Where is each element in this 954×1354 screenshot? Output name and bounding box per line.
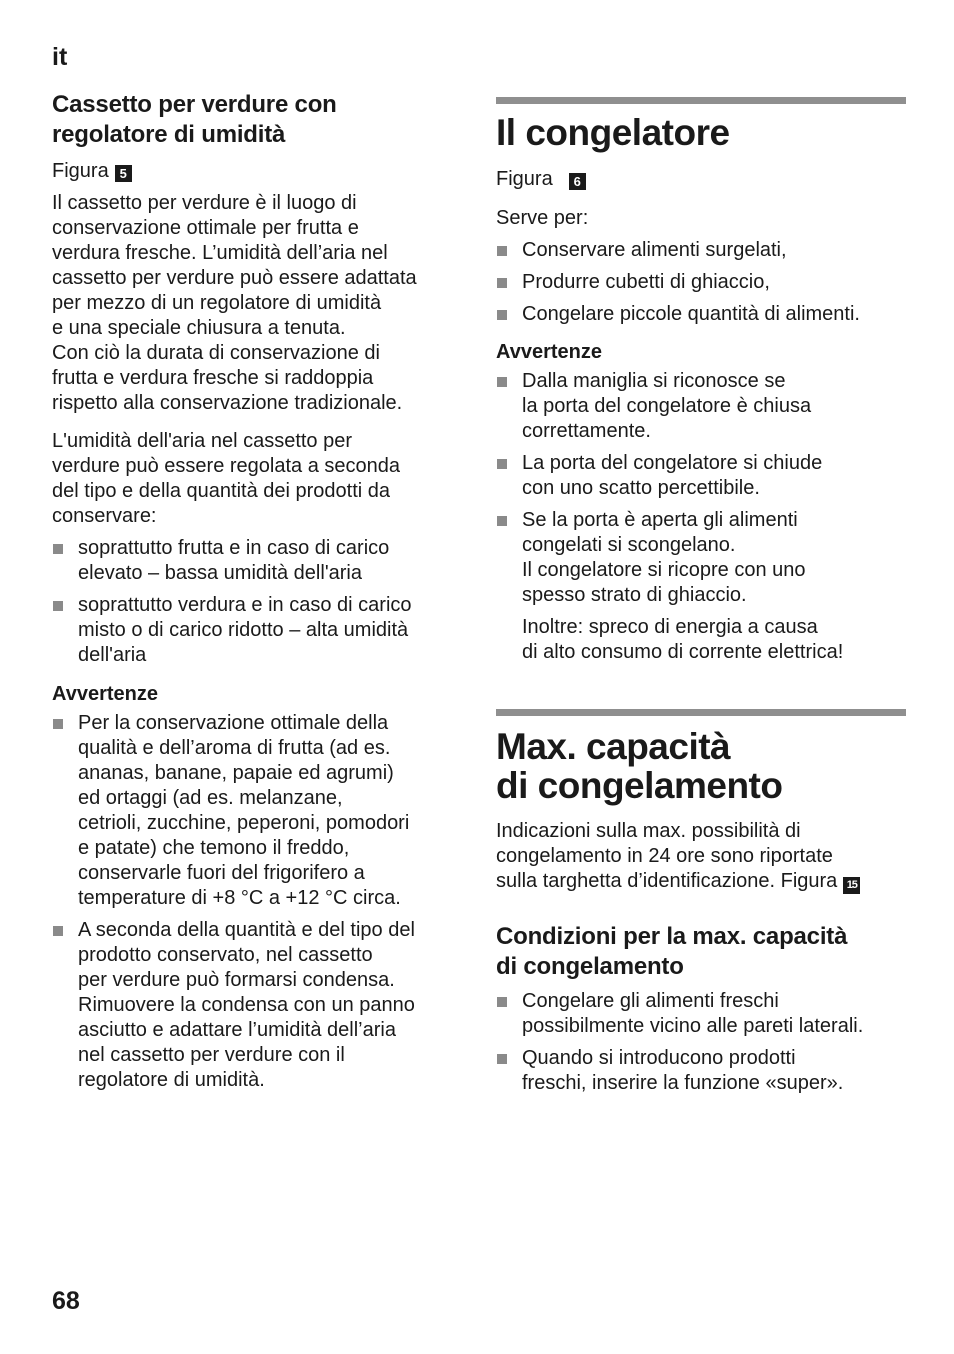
list-item: [496, 369, 906, 444]
page-number: 68: [52, 1287, 80, 1315]
notes-title: Avvertenze: [52, 683, 158, 705]
list-item: [52, 918, 462, 1093]
list-item-text: Per la conservazione ottimale della qualità e dell’aroma di frutta (ad es. ananas, banane, papaie ed agrumi) ed ortaggi (ad es. melanzane, cetrioli, zucchine, peperoni, pomodori e patate) che temono il freddo, conservarle fuori del frigorifero a temperature di +8 °C a +12 °C circa.: [78, 712, 410, 909]
square-bullet-icon: [497, 310, 507, 320]
section-divider: [496, 97, 906, 104]
subheading-conditions: [496, 922, 906, 982]
language-tag: it: [52, 43, 68, 71]
square-bullet-icon: [497, 246, 507, 256]
square-bullet-icon: [497, 1054, 507, 1064]
square-bullet-icon: [53, 544, 63, 554]
heading-line: Condizioni per la max. capacità: [496, 923, 848, 950]
list-item-text: Quando si introducono prodotti freschi, inserire la funzione «super».: [522, 1047, 844, 1094]
section-title-freezer: Il congelatore: [496, 112, 730, 153]
list-item: [52, 593, 462, 668]
figure-number-badge: 6: [569, 173, 586, 190]
humidity-list: [52, 536, 462, 668]
list-item-text: La porta del congelatore si chiude con uno scatto percettibile.: [522, 452, 823, 499]
list-item-text: Congelare piccole quantità di alimenti.: [522, 303, 860, 325]
square-bullet-icon: [497, 278, 507, 288]
figure-reference: [52, 159, 462, 184]
list-item: [496, 238, 906, 263]
square-bullet-icon: [497, 516, 507, 526]
figure-label: Figura: [496, 168, 553, 190]
list-item: [496, 451, 906, 501]
list-item-text: Produrre cubetti di ghiaccio,: [522, 271, 770, 293]
list-item-text: soprattutto frutta e in caso di carico elevato – bassa umidità dell'aria: [78, 537, 390, 584]
paragraph: [52, 429, 462, 529]
uses-list: [496, 238, 906, 327]
square-bullet-icon: [497, 377, 507, 387]
section-title-max-capacity: Max. capacità di congelamento: [496, 726, 783, 806]
square-bullet-icon: [497, 459, 507, 469]
paragraph-text: Indicazioni sulla max. possibilità di congelamento in 24 ore sono riportate sulla targhetta d’identificazione. Figura: [496, 820, 838, 892]
square-bullet-icon: [53, 719, 63, 729]
list-item: [496, 302, 906, 327]
list-item-text: A seconda della quantità e del tipo del prodotto conservato, nel cassetto per verdure può formarsi condensa. Rimuovere la condensa con un panno asciutto e adattare l’umidità dell’aria nel cassetto per verdure con il regolatore di umidità.: [78, 919, 415, 1091]
list-item: [52, 711, 462, 911]
list-item-text: soprattutto verdura e in caso di carico misto o di carico ridotto – alta umidità dell'aria: [78, 594, 412, 666]
square-bullet-icon: [497, 997, 507, 1007]
serve-per-label: Serve per:: [496, 207, 589, 229]
heading-line: regolatore di umidità: [52, 121, 286, 148]
list-item-text: Dalla maniglia si riconosce se la porta del congelatore è chiusa correttamente.: [522, 370, 812, 442]
figure-number-badge: 5: [115, 165, 132, 182]
paragraph: [52, 191, 462, 416]
max-capacity-paragraph: [496, 819, 906, 894]
list-item-text: Congelare gli alimenti freschi possibilmente vicino alle pareti laterali.: [522, 990, 864, 1037]
list-item: [496, 1046, 906, 1096]
conditions-list: [496, 989, 906, 1096]
heading-line: Cassetto per verdure con: [52, 91, 337, 118]
figure-number-badge: 15: [843, 877, 860, 894]
notes-list: [496, 369, 906, 608]
note-extra-text: Inoltre: spreco di energia a causa di alto consumo di corrente elettrica!: [522, 616, 844, 663]
list-item: [496, 508, 906, 608]
figure-label: Figura: [52, 160, 109, 182]
square-bullet-icon: [53, 926, 63, 936]
paragraph-text: L'umidità dell'aria nel cassetto per verdure può essere regolata a seconda del tipo e della quantità dei prodotti da conservare:: [52, 430, 401, 527]
note-extra: [496, 615, 843, 665]
list-item: [496, 989, 906, 1039]
notes-list: [52, 711, 462, 1093]
section-divider: [496, 709, 906, 716]
list-item: [496, 270, 906, 295]
list-item: [52, 536, 462, 586]
vegetable-drawer-heading: [52, 90, 462, 150]
list-item-text: Se la porta è aperta gli alimenti congelati si scongelano. Il congelatore si ricopre con uno spesso strato di ghiaccio.: [522, 509, 806, 606]
figure-reference: [496, 167, 906, 192]
notes-title: Avvertenze: [496, 341, 602, 363]
paragraph-text: Il cassetto per verdure è il luogo di conservazione ottimale per frutta e verdura fresche. L’umidità dell’aria nel cassetto per verdure può essere adattata per mezzo di un regolatore di umidità e una speciale chiusura a tenuta. Con ciò la durata di conservazione di frutta e verdura fresche si raddoppia rispetto alla conservazione tradizionale.: [52, 192, 417, 414]
list-item-text: Conservare alimenti surgelati,: [522, 239, 787, 261]
heading-line: di congelamento: [496, 953, 684, 980]
square-bullet-icon: [53, 601, 63, 611]
